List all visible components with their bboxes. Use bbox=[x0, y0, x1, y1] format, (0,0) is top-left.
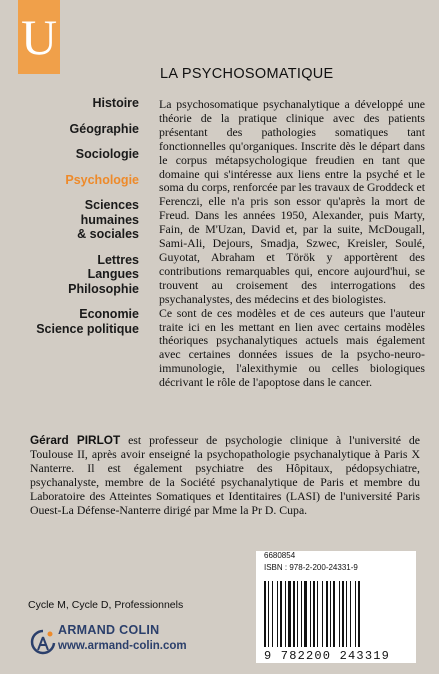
armand-colin-logo-icon bbox=[30, 628, 56, 658]
discipline-psychology: Psychologie bbox=[65, 172, 139, 187]
author-name: Gérard PIRLOT bbox=[30, 433, 121, 447]
cycle-levels: Cycle M, Cycle D, Professionnels bbox=[28, 599, 184, 611]
discipline-economics: Economie Science politique bbox=[36, 307, 139, 336]
author-bio bbox=[30, 434, 420, 517]
collection-logo: U bbox=[18, 0, 60, 74]
reference-number: 6680854 bbox=[264, 551, 296, 560]
discipline-letters: Lettres Langues Philosophie bbox=[68, 252, 139, 296]
publisher-url: www.armand-colin.com bbox=[58, 640, 187, 652]
discipline-geography: Géographie bbox=[69, 121, 139, 136]
author-bio-text: est professeur de psychologie clinique à l'université de Toulouse II, après avoir enseigné la psychopathologie psychanalytique à Paris X Nanterre. Il est également psychiatre des Hôpitaux, pédopsychiatre, psychanalyste, membre de la Société psychanalytique de Paris et membre du Laboratoire des Atteintes Somatiques et Identitaires (LASI) de l'université Paris Ouest-La Défense-Nanterre dirigé par Mme la Pr D. Cupa. bbox=[30, 433, 420, 517]
summary-paragraph-2: Ce sont de ces modèles et de ces auteurs que l'auteur traite ici en les mettant en lien avec certains modèles théoriques psychanalytiques actuels mais également avec certaines données issues de la psycho-neuro-immunologie, l'alexithymie ou celles biologiques décrivant le rôle de l'apoptose dans le cancer. bbox=[159, 305, 425, 390]
discipline-sociology: Sociologie bbox=[75, 147, 139, 161]
isbn-text: ISBN : 978-2-200-24331-9 bbox=[264, 563, 358, 572]
barcode-icon bbox=[264, 581, 406, 647]
summary-paragraph-1: La psychosomatique psychanalytique a développé une théorie de la pratique clinique avec des patients présentant des pathologies somatiques tant fonctionnelles qu'organiques. Inscrite dès le départ dans le corpus métapsychologique freudien en tant que domaine qui s'intéresse aux liens entre la psyché et le soma du corps, renforcée par les travaux de Groddeck et Ferenczi, elle n'a pris son essor qu'après la mort de Freud. Dans les années 1950, Alexander, puis Marty, Fain, de M'Uzan, David et, par la suite, McDougall, Sami-Ali, Dejours, Smadja, Szwec, Kreisler, Soulé, Guyotat, Abraham et Török y apportèrent des contributions remarquables qui, encore aujourd'hui, se trouvent au croisement des interrogations des psychanalystes, des médecins et des biologistes. bbox=[159, 97, 425, 306]
discipline-human-sciences: Sciences humaines & sociales bbox=[77, 198, 139, 241]
book-title: LA PSYCHOSOMATIQUE bbox=[160, 66, 334, 82]
summary-text bbox=[159, 98, 425, 390]
ean-number: 9 782200 243319 bbox=[264, 649, 391, 663]
publisher-name: ARMAND COLIN bbox=[58, 623, 160, 637]
barcode-block bbox=[256, 551, 416, 663]
discipline-list bbox=[9, 96, 139, 336]
discipline-history: Histoire bbox=[92, 96, 139, 110]
